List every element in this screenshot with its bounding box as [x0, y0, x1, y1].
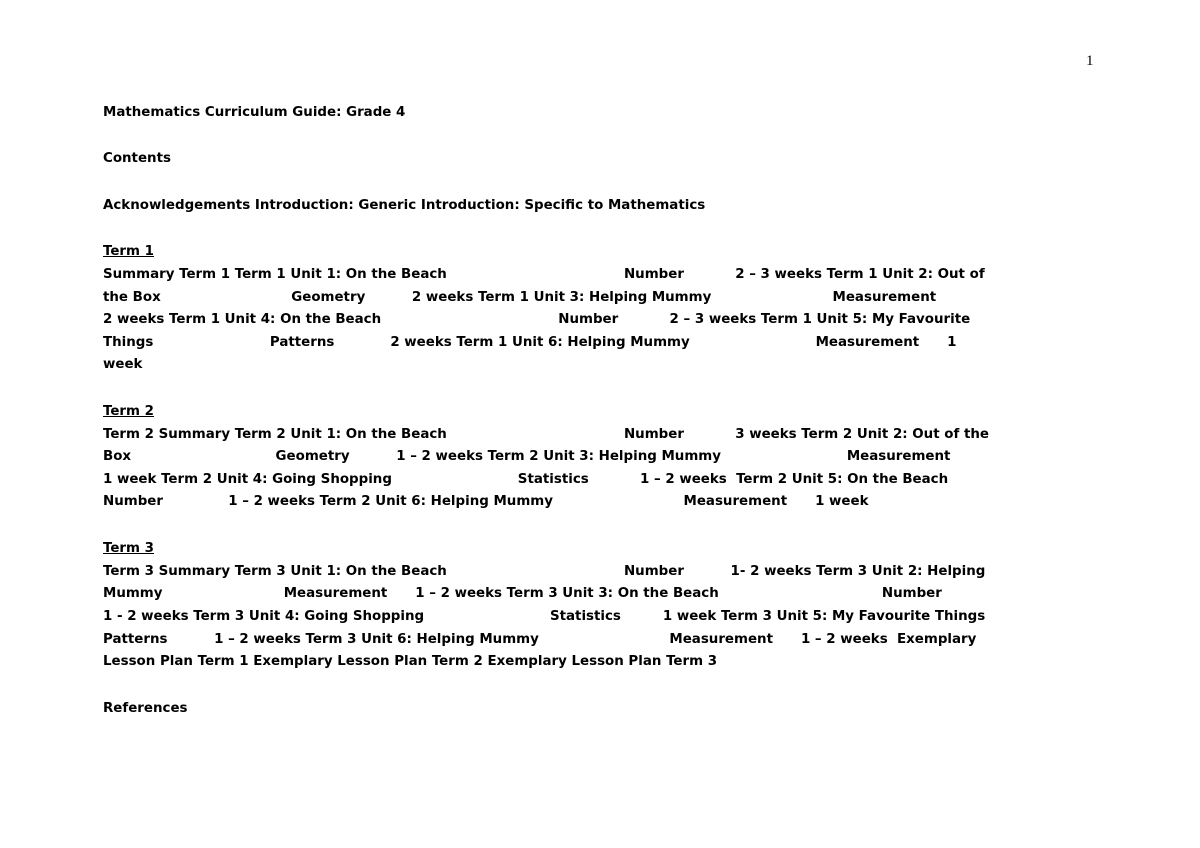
term3-line: Term 3 Summary Term 3 Unit 1: On the Beach Number 1- 2 weeks Term 3 Unit 2: Helping	[103, 564, 986, 579]
references-heading: References	[103, 701, 188, 716]
term1-line: the Box Geometry 2 weeks Term 1 Unit 3: Helping Mummy Measurement	[103, 290, 937, 305]
term1-line: 2 weeks Term 1 Unit 4: On the Beach Number 2 – 3 weeks Term 1 Unit 5: My Favourite	[103, 312, 971, 327]
term1-line: Things Patterns 2 weeks Term 1 Unit 6: Helping Mummy Measurement 1	[103, 335, 957, 350]
term3-heading: Term 3	[103, 541, 154, 556]
term2-line: Box Geometry 1 – 2 weeks Term 2 Unit 3: Helping Mummy Measurement	[103, 449, 951, 464]
term3-line: 1 - 2 weeks Term 3 Unit 4: Going Shopping Statistics 1 week Term 3 Unit 5: My Favourite Things	[103, 609, 986, 624]
term1-line: week	[103, 357, 143, 372]
document-title: Mathematics Curriculum Guide: Grade 4	[103, 105, 406, 120]
contents-heading: Contents	[103, 151, 171, 166]
page-number: 1	[1086, 53, 1094, 69]
term2-line: 1 week Term 2 Unit 4: Going Shopping Statistics 1 – 2 weeks Term 2 Unit 5: On the Beach	[103, 472, 949, 487]
term2-heading: Term 2	[103, 404, 154, 419]
term1-heading: Term 1	[103, 244, 154, 259]
term2-line: Term 2 Summary Term 2 Unit 1: On the Beach Number 3 weeks Term 2 Unit 2: Out of the	[103, 427, 989, 442]
term2-line: Number 1 – 2 weeks Term 2 Unit 6: Helping Mummy Measurement 1 week	[103, 494, 869, 509]
intro-line: Acknowledgements Introduction: Generic Introduction: Specific to Mathematics	[103, 198, 706, 213]
term3-line: Mummy Measurement 1 – 2 weeks Term 3 Unit 3: On the Beach Number	[103, 586, 942, 601]
term3-line: Patterns 1 – 2 weeks Term 3 Unit 6: Helping Mummy Measurement 1 – 2 weeks Exemplary	[103, 632, 977, 647]
term3-line: Lesson Plan Term 1 Exemplary Lesson Plan Term 2 Exemplary Lesson Plan Term 3	[103, 654, 718, 669]
term1-line: Summary Term 1 Term 1 Unit 1: On the Beach Number 2 – 3 weeks Term 1 Unit 2: Out of	[103, 267, 985, 282]
